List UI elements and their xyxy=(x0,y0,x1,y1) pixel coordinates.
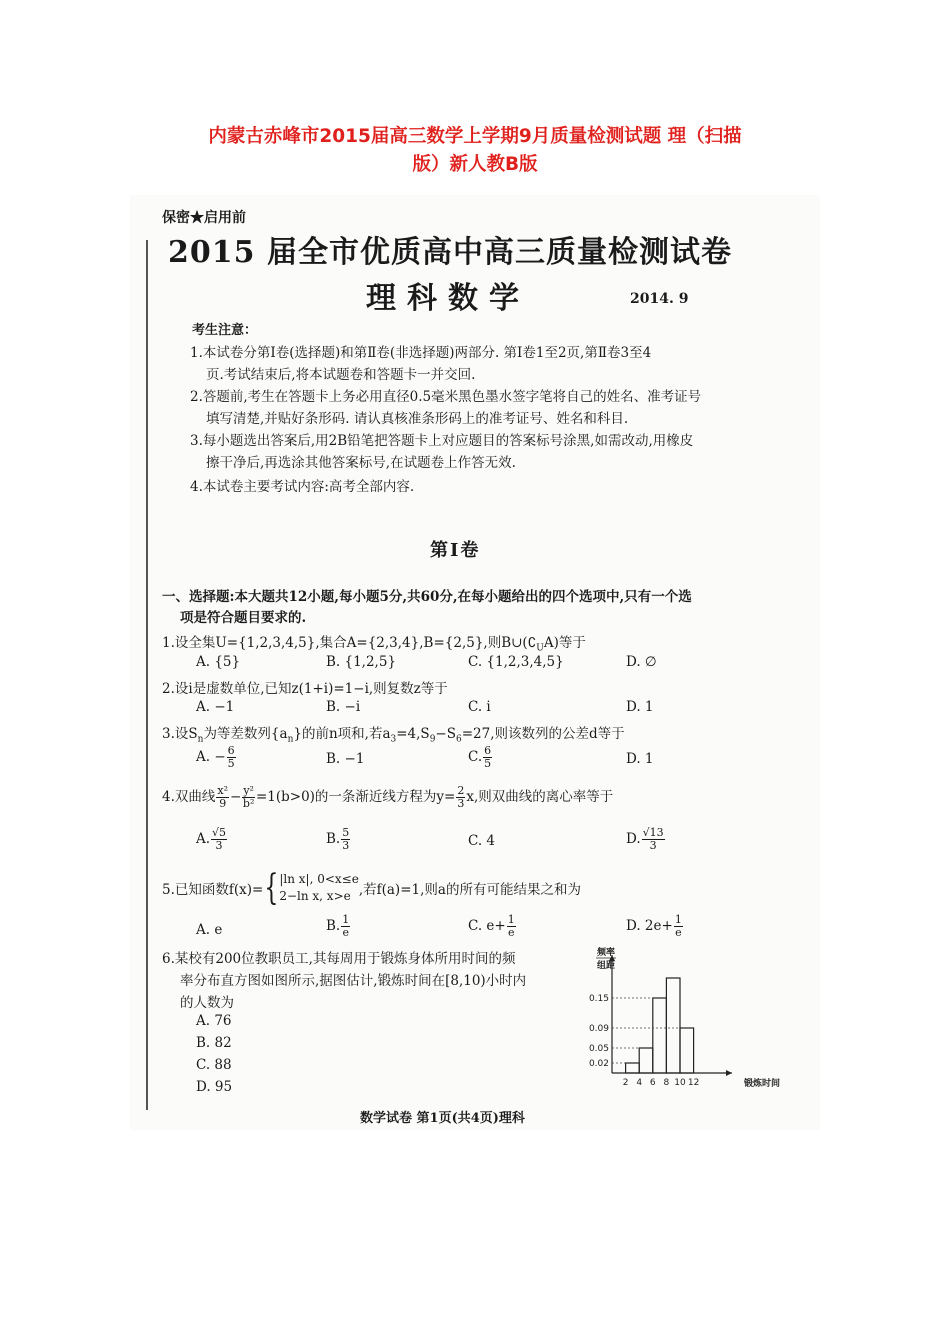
x-tick-label: 2 xyxy=(622,1078,629,1088)
question-2-option-b: B. −i xyxy=(326,699,361,715)
notice-line: 填写清楚,并贴好条形码. 请认真核准条形码上的准考证号、姓名和科目. xyxy=(206,411,629,427)
histogram-bar xyxy=(653,998,667,1073)
question-3-option-c: C. $\frac{6}{5}$ xyxy=(468,744,492,770)
question-3-option-a: A. − $\frac{6}{5}$ xyxy=(196,744,235,770)
fraction: $\frac{6}{5}$ xyxy=(484,744,492,770)
fraction: $\frac{1}{e}$ xyxy=(507,913,515,939)
question-1-option-a: A. {5} xyxy=(196,654,241,670)
document-title-line2: 版）新人教B版 xyxy=(412,154,538,175)
question-1-option-c: C. {1,2,3,4,5} xyxy=(468,654,564,670)
question-4-option-b: B. $\frac{5}{3}$ xyxy=(326,826,350,852)
notice-heading: 考生注意： xyxy=(192,323,258,338)
fraction: $\frac{1}{e}$ xyxy=(674,913,682,939)
document-title-line1: 内蒙古赤峰市2015届高三数学上学期9月质量检测试题 理（扫描 xyxy=(208,126,742,147)
question-5-option-a: A. e xyxy=(196,922,223,938)
question-6-option-a: A. 76 xyxy=(196,1013,232,1029)
x-tick-label: 6 xyxy=(649,1078,656,1088)
question-3-stem: 3.设$S_n$为等差数列$\{a_n\}$的前n项和,若$a_3=4,S_9-S_6=27$,则该数列的公差d等于 xyxy=(162,726,625,745)
question-1-option-d: D. ∅ xyxy=(626,654,657,670)
question-1-option-b: B. {1,2,5} xyxy=(326,654,397,670)
exam-title: 2015 届全市优质高中高三质量检测试卷 xyxy=(168,235,732,270)
y-tick-label: 0.05 xyxy=(588,1044,609,1054)
section-title: 第Ⅰ卷 xyxy=(430,540,481,561)
fraction: $\frac{\text{y²}}{\text{b²}}$ xyxy=(242,784,255,810)
binding-line xyxy=(146,240,148,1110)
page-footer: 数学试卷 第1页(共4页)理科 xyxy=(360,1111,525,1126)
question-3-option-d: D. 1 xyxy=(626,751,654,767)
exam-date: 2014. 9 xyxy=(630,291,689,307)
question-1-stem: 1.设全集U={1,2,3,4,5},集合A={2,3,4},B={2,5},则$B\cup(∁_UA)$等于 xyxy=(162,635,586,654)
question-6-stem-line: 的人数为 xyxy=(180,995,234,1011)
question-4-option-a: A. $\frac{√5}{3}$ xyxy=(196,826,227,852)
question-5-stem: 5.已知函数f(x)={ |ln x|, 0<x≤e 2−ln x, x>e ,若f(a)=1,则a的所有可能结果之和为 xyxy=(162,868,581,908)
scanned-exam-page xyxy=(130,195,820,1130)
y-tick-label: 0.02 xyxy=(588,1059,609,1069)
question-5-option-c: C. e+ $\frac{1}{e}$ xyxy=(468,913,515,939)
question-2-option-c: C. i xyxy=(468,699,491,715)
notice-line: 2.答题前,考生在答题卡上务必用直径0.5毫米黑色墨水签字笔将自己的姓名、准考证号 xyxy=(190,389,702,405)
fraction: $\frac{√5}{3}$ xyxy=(212,826,227,852)
document-title xyxy=(120,123,830,179)
question-6-option-c: C. 88 xyxy=(196,1057,232,1073)
question-6-option-b: B. 82 xyxy=(196,1035,232,1051)
x-tick-label: 4 xyxy=(636,1078,643,1088)
notice-line: 页.考试结束后,将本试题卷和答题卡一并交回. xyxy=(206,367,476,383)
x-tick-label: 12 xyxy=(687,1078,700,1088)
y-axis-label-top: 频率 xyxy=(596,948,616,958)
question-3-option-b: B. −1 xyxy=(326,751,365,767)
brace-glyph: { xyxy=(264,868,279,908)
question-6-option-d: D. 95 xyxy=(196,1079,233,1095)
instruction-line: 一、选择题:本大题共12小题,每小题5分,共60分,在每小题给出的四个选项中,只有一个选 xyxy=(162,589,692,605)
question-4-option-d: D. $\frac{√13}{3}$ xyxy=(626,826,664,852)
notice-line: 3.每小题选出答案后,用2B铅笔把答题卡上对应题目的答案标号涂黑,如需改动,用橡皮 xyxy=(190,433,694,449)
exam-subject: 理科数学 xyxy=(366,281,530,316)
instruction-line: 项是符合题目要求的. xyxy=(180,610,307,626)
fraction: $\frac{6}{5}$ xyxy=(227,744,235,770)
histogram-bar xyxy=(639,1048,653,1073)
question-2-stem: 2.设i是虚数单位,已知z(1+i)=1−i,则复数z等于 xyxy=(162,681,448,697)
histogram-bar xyxy=(626,1063,640,1073)
question-4-option-c: C. 4 xyxy=(468,833,496,849)
secret-label: 保密★启用前 xyxy=(162,210,246,226)
histogram-bar xyxy=(666,978,680,1073)
question-6-stem-line: 率分布直方图如图所示,据图估计,锻炼时间在[8,10)小时内 xyxy=(180,973,527,989)
notice-line: 擦干净后,再选涂其他答案标号,在试题卷上作答无效. xyxy=(206,455,516,471)
piecewise-cases: |ln x|, 0<x≤e 2−ln x, x>e xyxy=(279,872,359,903)
question-4-stem: 4.双曲线 $\frac{\text{x²}}{9}$ − $\frac{\text{y²}}{\text{b²}}$ =1(b>0)的一条渐近线方程为y= $\frac{2}{3}$ x,则双曲线的离心率等于 xyxy=(162,784,614,810)
notice-line: 4.本试卷主要考试内容:高考全部内容. xyxy=(190,479,415,495)
fraction: $\frac{1}{e}$ xyxy=(342,913,350,939)
x-tick-label: 8 xyxy=(663,1078,670,1088)
fraction: $\frac{\text{x²}}{9}$ xyxy=(217,784,229,810)
question-2-option-d: D. 1 xyxy=(626,699,654,715)
y-tick-label: 0.09 xyxy=(588,1024,609,1034)
frequency-histogram xyxy=(578,947,798,1097)
question-5-option-b: B. $\frac{1}{e}$ xyxy=(326,913,350,939)
notice-line: 1.本试卷分第Ⅰ卷(选择题)和第Ⅱ卷(非选择题)两部分. 第Ⅰ卷1至2页,第Ⅱ卷3至4 xyxy=(190,345,652,361)
question-5-option-d: D. 2e+ $\frac{1}{e}$ xyxy=(626,913,682,939)
y-tick-label: 0.15 xyxy=(588,994,609,1004)
fraction: $\frac{5}{3}$ xyxy=(342,826,350,852)
question-2-option-a: A. −1 xyxy=(196,699,235,715)
histogram-bar xyxy=(680,1028,694,1073)
x-axis-arrow xyxy=(726,1070,732,1076)
y-axis-label-bottom: 组距 xyxy=(596,961,616,971)
x-axis-label: 锻炼时间 xyxy=(743,1079,781,1089)
fraction: $\frac{√13}{3}$ xyxy=(642,826,664,852)
x-tick-label: 10 xyxy=(674,1078,686,1088)
question-6-stem-line: 6.某校有200位教职员工,其每周用于锻炼身体所用时间的频 xyxy=(162,951,516,967)
fraction: $\frac{2}{3}$ xyxy=(457,784,465,810)
